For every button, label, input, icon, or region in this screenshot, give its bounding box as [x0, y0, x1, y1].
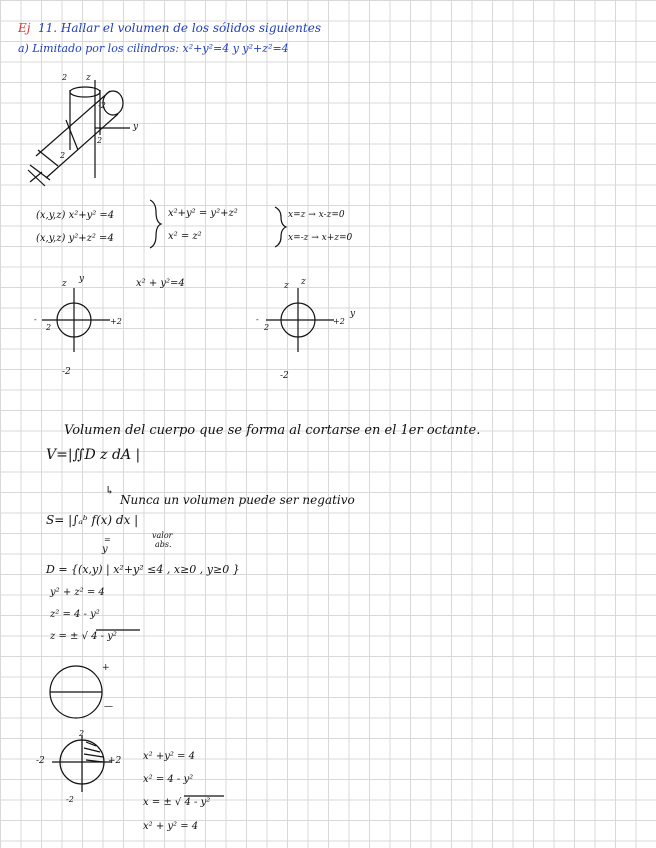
- label-z-top-3d: 2: [62, 73, 68, 82]
- area-formula: S= |∫ₐᵇ f(x) dx |: [46, 513, 139, 527]
- domain-step-2: z² = 4 - y²: [50, 609, 100, 620]
- circle-left-label-left: 2: [46, 323, 52, 332]
- circle-left-equation: x² + y²=4: [136, 278, 185, 289]
- system-res-1: x=z → x-z=0: [288, 210, 345, 220]
- quarter-eq-3: x = ± √ 4 - y²: [143, 797, 211, 808]
- circle-left-axis-z: z: [62, 279, 67, 289]
- circle-left-axis-y: y: [79, 274, 85, 284]
- circle-right-label-right: +2: [333, 317, 345, 326]
- system-res-2: x=-z → x+z=0: [288, 233, 353, 243]
- system-row-1: (x,y,z) x²+y² =4: [36, 210, 115, 221]
- circle-right-axis-z-1: z: [284, 281, 289, 291]
- circle-right-label-left: 2: [264, 323, 270, 332]
- label-x-3d: 2: [60, 151, 66, 160]
- quarter-circle-right: +2: [108, 756, 122, 766]
- domain-step-3: z = ± √ 4 - y²: [50, 631, 117, 642]
- volume-note: Nunca un volumen puede ser negativo: [120, 493, 355, 507]
- exercise-title: 11. Hallar el volumen de los sólidos siguientes: [38, 21, 321, 35]
- label-z-mid-3d: -2: [98, 101, 106, 110]
- circle-right-axis-y: y: [350, 309, 356, 319]
- quarter-circle-left: -2: [36, 756, 45, 766]
- system-mid-1: x²+y² = y²+z²: [168, 208, 238, 219]
- circle-right-far-left: -: [256, 315, 259, 324]
- area-note-abs: abs.: [155, 540, 172, 549]
- axis-y-label-3d: y: [133, 122, 139, 132]
- exercise-marker: Ej: [18, 21, 31, 35]
- quarter-eq-4: x² + y² = 4: [143, 821, 199, 832]
- arrow-icon: ↳: [105, 484, 115, 497]
- domain-step-1: y² + z² = 4: [50, 587, 105, 598]
- quarter-eq-1: x² +y² = 4: [143, 751, 195, 762]
- circle-left-far-left: -: [34, 315, 37, 324]
- area-y-label: y: [102, 544, 108, 555]
- circle-right-bottom: -2: [280, 371, 289, 381]
- volume-sentence: Volumen del cuerpo que se forma al cortarse en el 1er octante.: [64, 423, 481, 438]
- volume-formula: V=|∬D z dA |: [46, 447, 141, 463]
- area-eq-sign: =: [104, 535, 111, 544]
- axis-z-label-3d: z: [86, 73, 91, 83]
- small-circle-plus: +: [102, 663, 110, 673]
- small-circle-minus: —: [104, 702, 113, 712]
- domain-definition: D = {(x,y) | x²+y² ≤4 , x≥0 , y≥0 }: [46, 563, 240, 576]
- part-a-statement: a) Limitado por los cilindros: x²+y²=4 y y²+z²=4: [18, 42, 289, 55]
- label-y-mid-3d: 2: [97, 136, 103, 145]
- area-note-valor: valor: [152, 531, 173, 540]
- quarter-circle-top: 2: [79, 729, 85, 738]
- circle-right-axis-z-2: z: [301, 277, 306, 287]
- system-row-2: (x,y,z) y²+z² =4: [36, 233, 114, 244]
- circle-left-label-right: +2: [110, 317, 122, 326]
- circle-left-bottom: -2: [62, 367, 71, 377]
- quarter-eq-2: x² = 4 - y²: [143, 774, 194, 785]
- quarter-circle-bottom: -2: [66, 795, 74, 804]
- system-mid-2: x² = z²: [168, 231, 202, 242]
